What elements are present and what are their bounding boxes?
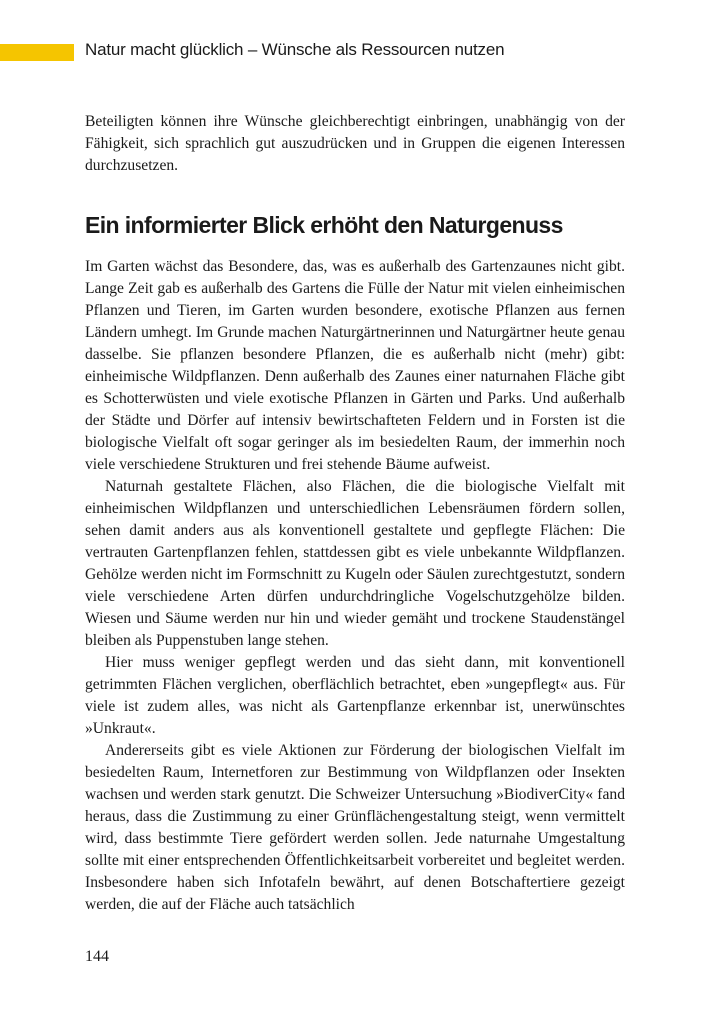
paragraph-2: Naturnah gestaltete Flächen, also Flächen, die die biologische Vielfalt mit einheimischen Wildpflanzen und unterschiedlichen Lebensräumen fördern sollen, sehen damit anders aus als konventionell gestaltete und gepflegte Flächen: Die vertrauten Gartenpflanzen fehlen, stattdessen gibt es viele unbekannte Wildpflanzen. Gehölze werden nicht im Formschnitt zu Kugeln oder Säulen zurechtgestutzt, sondern viele verschiedene Arten dürfen undurchdringliche Vogelschutzgehölze bilden. Wiesen und Säume werden nur hin und wieder gemäht und trockene Staudenstängel bleiben als Puppenstuben lange stehen. — [85, 478, 625, 649]
header-accent-bar — [0, 44, 74, 61]
intro-paragraph-block — [85, 111, 625, 177]
paragraph-3: Hier muss weniger gepflegt werden und das sieht dann, mit konventionell getrimmten Flächen verglichen, oberflächlich betrachtet, eben »ungepflegt« aus. Für viele ist zudem alles, was nicht als Gartenpflanze erkennbar ist, unerwünschtes »Unkraut«. — [85, 654, 625, 737]
paragraph-4: Andererseits gibt es viele Aktionen zur Förderung der biologischen Vielfalt im besiedelten Raum, Internetforen zur Bestimmung von Wildpflanzen oder Insekten wachsen und werden stark genutzt. Die Schweizer Untersuchung »BiodiverCity« fand heraus, dass die Zustimmung zu einer Grünflächengestaltung steigt, wenn vermittelt wird, dass bestimmte Tiere gefördert werden sollen. Jede naturnahe Umgestaltung sollte mit einer entsprechenden Öffentlichkeitsarbeit vorbereitet und begleitet werden. Insbesondere haben sich Infotafeln bewährt, auf denen Botschaftertiere gezeigt werden, die auf der Fläche auch tatsächlich — [85, 742, 625, 913]
section-body — [85, 256, 625, 916]
section-heading: Ein informierter Blick erhöht den Naturgenuss — [85, 212, 563, 238]
paragraph-1: Im Garten wächst das Besondere, das, was es außerhalb des Gartenzaunes nicht gibt. Lange Zeit gab es außerhalb des Gartens die Fülle der Natur mit vielen einheimischen Pflanzen und Tieren, im Garten wurden besondere, exotische Pflanzen aus fernen Ländern umhegt. Im Grunde machen Naturgärtnerinnen und Naturgärtner heute genau dasselbe. Sie pflanzen besondere Pflanzen, die es außerhalb nicht (mehr) gibt: einheimische Wildpflanzen. Denn außerhalb des Zaunes einer naturnahen Fläche gibt es Schotterwüsten und viele exotische Pflanzen in Gärten und Parks. Und außerhalb der Städte und Dörfer auf intensiv bewirtschafteten Feldern und in Forsten ist die biologische Vielfalt oft sogar geringer als im besiedelten Raum, der immerhin noch viele verschiedene Strukturen und frei stehende Bäume aufweist. — [85, 258, 625, 473]
page-number: 144 — [85, 948, 109, 965]
running-header-title: Natur macht glücklich – Wünsche als Ressourcen nutzen — [85, 40, 505, 59]
intro-paragraph: Beteiligten können ihre Wünsche gleichberechtigt einbringen, unabhängig von der Fähigkeit, sich sprachlich gut auszudrücken und in Gruppen die eigenen Interessen durchzusetzen. — [85, 113, 625, 174]
